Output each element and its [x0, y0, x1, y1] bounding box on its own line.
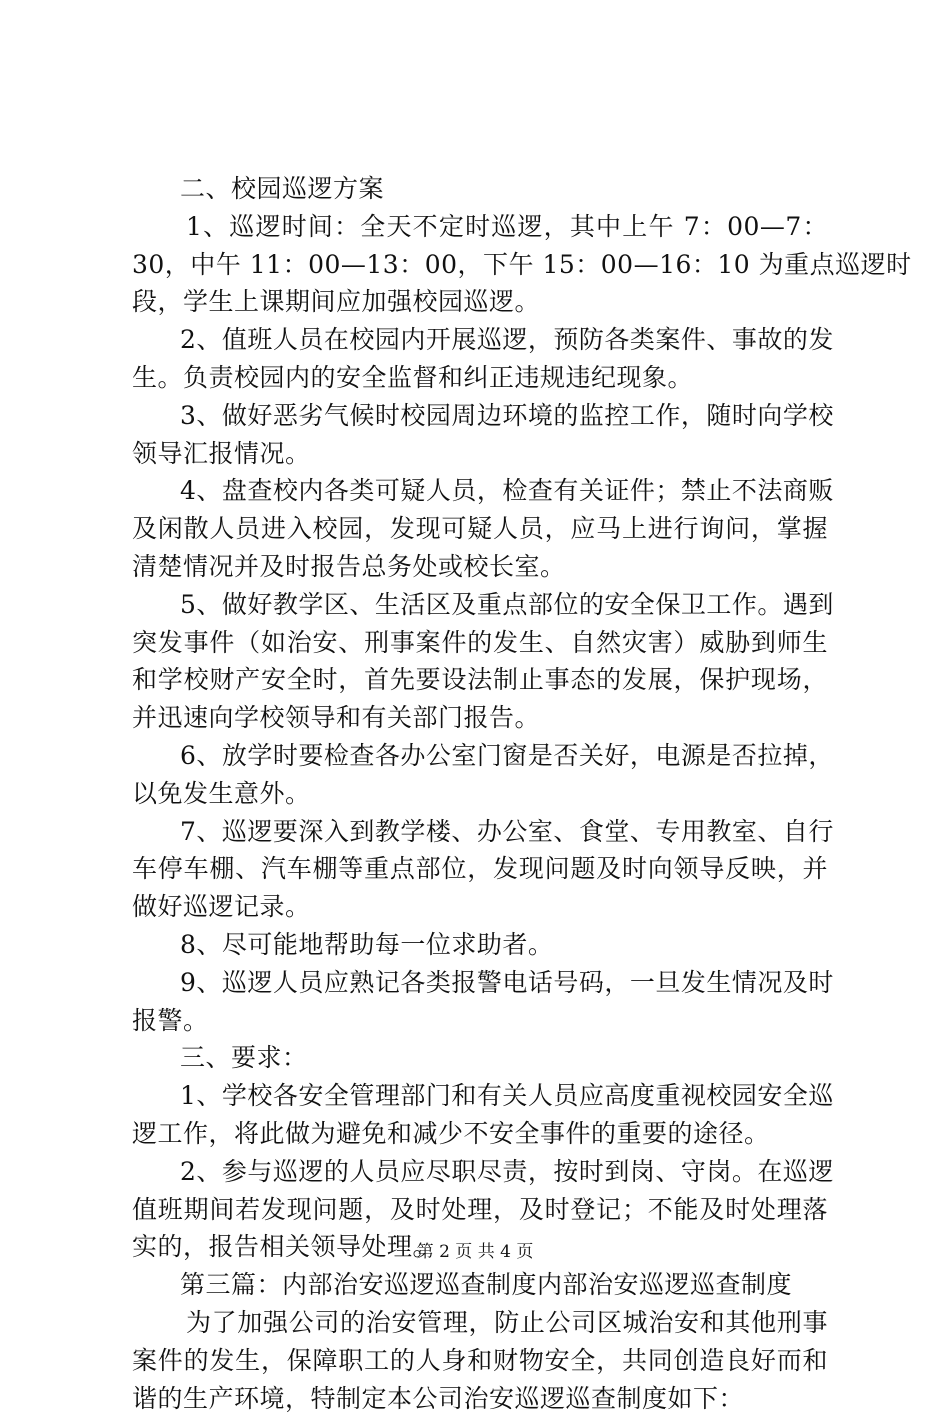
- paragraph-line: 并迅速向学校领导和有关部门报告。: [132, 699, 828, 737]
- paragraph-line: 2、值班人员在校园内开展巡逻，预防各类案件、事故的发: [132, 321, 828, 359]
- paragraph-line: 2、参与巡逻的人员应尽职尽责，按时到岗、守岗。在巡逻: [132, 1153, 828, 1191]
- section-heading: 三、要求：: [132, 1039, 828, 1077]
- paragraph-line: 30，中午 11：00—13：00，下午 15：00—16：10 为重点巡逻时: [132, 246, 828, 284]
- paragraph-line: 1、学校各安全管理部门和有关人员应高度重视校园安全巡: [132, 1077, 828, 1115]
- paragraph-line: 领导汇报情况。: [132, 435, 828, 473]
- paragraph-line: 值班期间若发现问题，及时处理，及时登记；不能及时处理落: [132, 1191, 828, 1229]
- paragraph-line: 做好巡逻记录。: [132, 888, 828, 926]
- paragraph-line: 1、巡逻时间：全天不定时巡逻，其中上午 7：00—7：: [132, 208, 828, 246]
- paragraph-line: 6、放学时要检查各办公室门窗是否关好，电源是否拉掉，: [132, 737, 828, 775]
- paragraph-line: 5、做好教学区、生活区及重点部位的安全保卫工作。遇到: [132, 586, 828, 624]
- paragraph-line: 突发事件（如治安、刑事案件的发生、自然灾害）威胁到师生: [132, 624, 828, 662]
- paragraph-line: 清楚情况并及时报告总务处或校长室。: [132, 548, 828, 586]
- paragraph-line: 为了加强公司的治安管理，防止公司区城治安和其他刑事: [132, 1304, 828, 1342]
- paragraph-line: 谐的生产环境，特制定本公司治安巡逻巡查制度如下：: [132, 1380, 828, 1417]
- paragraph-line: 以免发生意外。: [132, 775, 828, 813]
- paragraph-line: 逻工作，将此做为避免和减少不安全事件的重要的途径。: [132, 1115, 828, 1153]
- paragraph-line: 4、盘查校内各类可疑人员，检查有关证件；禁止不法商贩: [132, 472, 828, 510]
- paragraph-line: 车停车棚、汽车棚等重点部位，发现问题及时向领导反映，并: [132, 850, 828, 888]
- page-number-footer: 第 2 页 共 4 页: [0, 1240, 950, 1264]
- chapter-heading: 第三篇：内部治安巡逻巡查制度内部治安巡逻巡查制度: [132, 1266, 828, 1304]
- paragraph-line: 7、巡逻要深入到教学楼、办公室、食堂、专用教室、自行: [132, 813, 828, 851]
- paragraph-line: 8、尽可能地帮助每一位求助者。: [132, 926, 828, 964]
- paragraph-line: 段，学生上课期间应加强校园巡逻。: [132, 283, 828, 321]
- paragraph-line: 生。负责校园内的安全监督和纠正违规违纪现象。: [132, 359, 828, 397]
- paragraph-line: 报警。: [132, 1002, 828, 1040]
- section-heading: 二、校园巡逻方案: [132, 170, 828, 208]
- paragraph-line: 及闲散人员进入校园，发现可疑人员，应马上进行询问，掌握: [132, 510, 828, 548]
- paragraph-line: 案件的发生，保障职工的人身和财物安全，共同创造良好而和: [132, 1342, 828, 1380]
- paragraph-line: 和学校财产安全时，首先要设法制止事态的发展，保护现场，: [132, 661, 828, 699]
- paragraph-line: 9、巡逻人员应熟记各类报警电话号码，一旦发生情况及时: [132, 964, 828, 1002]
- paragraph-line: 3、做好恶劣气候时校园周边环境的监控工作，随时向学校: [132, 397, 828, 435]
- document-body: [132, 170, 828, 1417]
- paragraph-line: 实的，报告相关领导处理。: [132, 1228, 828, 1266]
